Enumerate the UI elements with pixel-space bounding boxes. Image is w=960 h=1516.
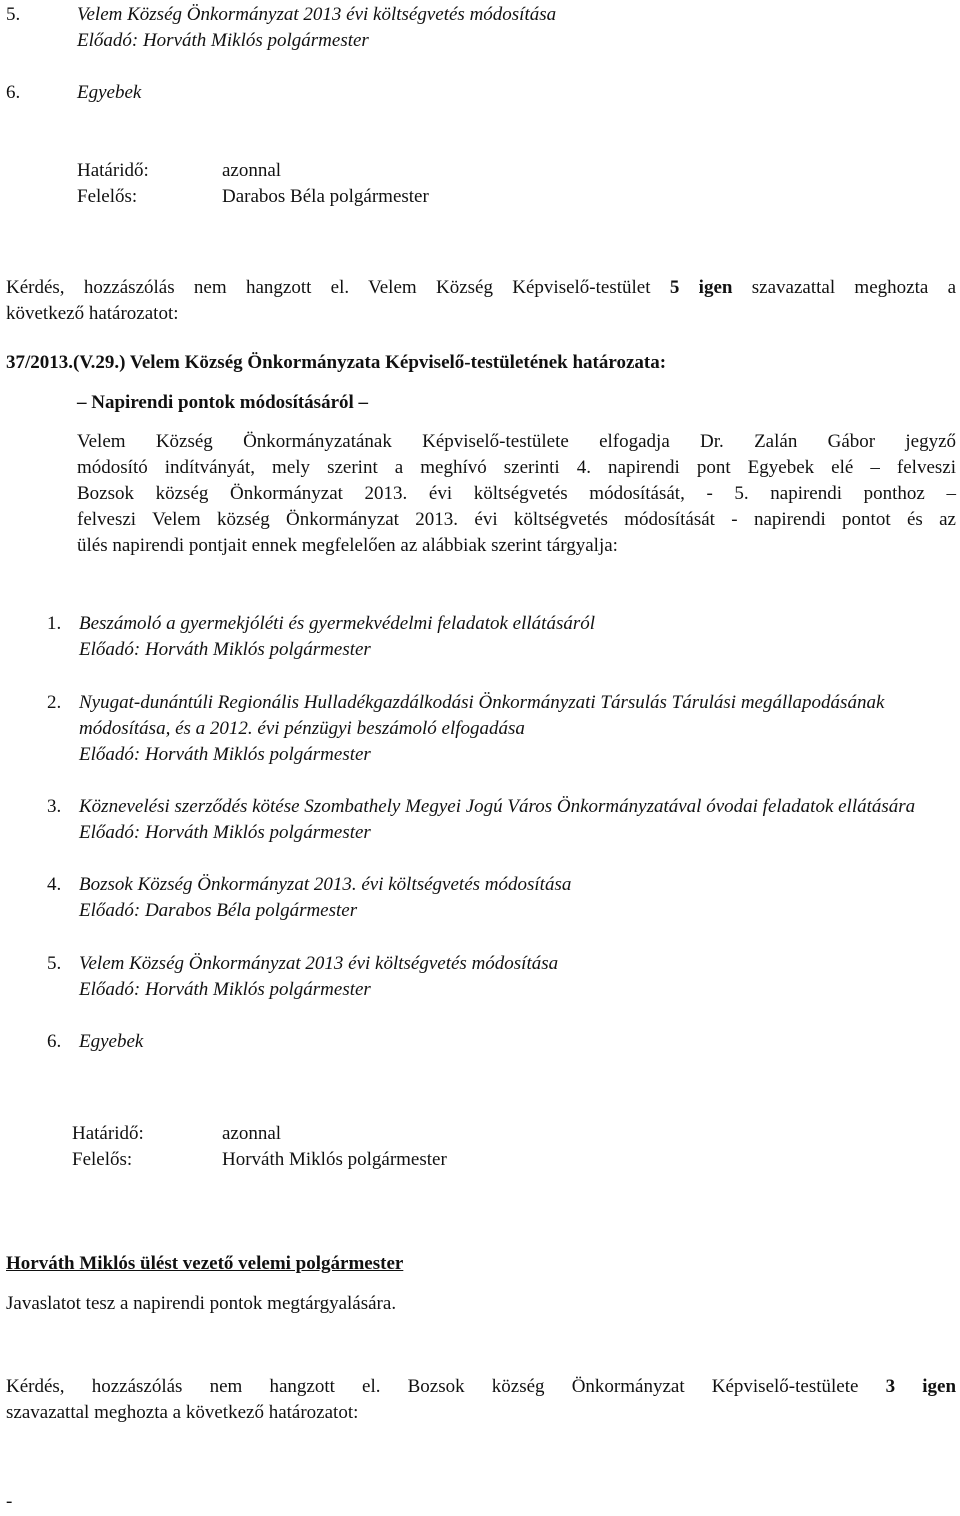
vote-statement-line2: következő határozatot:	[6, 303, 179, 324]
agenda-title-cont: módosítása, és a 2012. évi pénzügyi beszámoló elfogadása	[79, 718, 525, 739]
speaker-name: Horváth Miklós ülést vezető velemi polgármester	[6, 1253, 404, 1274]
agenda-title: Beszámoló a gyermekjóléti és gyermekvédelmi feladatok ellátásáról	[79, 613, 596, 634]
agenda-title: Bozsok Község Önkormányzat 2013. évi költségvetés módosítása	[79, 874, 572, 895]
resolution-title: Velem Község Önkormányzata Képviselő-testületének határozata:	[129, 352, 667, 373]
vote-statement-line1	[6, 1374, 956, 1400]
deadline-label: Határidő:	[77, 160, 149, 181]
vote-count: 5 igen	[669, 277, 733, 298]
resolution-body-line: Bozsok község Önkormányzat 2013. évi költségvetés módosítását, - 5. napirendi ponthoz –	[77, 483, 956, 504]
top-item-5-number: 5.	[6, 4, 21, 25]
resolution-body-line: Velem Község Önkormányzatának Képviselő-testülete elfogadja Dr. Zalán Gábor jegyző	[77, 431, 956, 452]
trailing-dash: -	[6, 1491, 13, 1512]
resolution-body-line: ülés napirendi pontjait ennek megfelelően az alábbiak szerint tárgyalja:	[77, 535, 618, 556]
resolution-body-line: felveszi Velem község Önkormányzat 2013. évi költségvetés módosítását - napirendi pontot és az	[77, 509, 956, 530]
agenda-presenter: Előadó: Horváth Miklós polgármester	[79, 639, 371, 660]
deadline-label: Határidő:	[72, 1123, 144, 1144]
vote-text: Kérdés, hozzászólás nem hangzott el. Bozsok község Önkormányzat Képviselő-testülete	[6, 1376, 859, 1397]
agenda-title: Nyugat-dunántúli Regionális Hulladékgazdálkodási Önkormányzati Társulás Tárulási megállapodásának	[79, 692, 885, 713]
agenda-title: Egyebek	[79, 1031, 144, 1052]
agenda-number: 5.	[47, 953, 62, 974]
speaker-statement: Javaslatot tesz a napirendi pontok megtárgyalására.	[6, 1293, 397, 1314]
resolution-subject: – Napirendi pontok módosításáról –	[77, 392, 369, 413]
top-item-5-presenter: Előadó: Horváth Miklós polgármester	[77, 30, 369, 51]
top-item-5-title: Velem Község Önkormányzat 2013 évi költségvetés módosítása	[77, 4, 557, 25]
agenda-number: 1.	[47, 613, 62, 634]
vote-text: Kérdés, hozzászólás nem hangzott el. Velem Község Képviselő-testület	[6, 277, 651, 298]
vote-statement-line2: szavazattal meghozta a következő határozatot:	[6, 1402, 359, 1423]
agenda-presenter: Előadó: Horváth Miklós polgármester	[79, 822, 371, 843]
resolution-body-line: módosító indítványát, mely szerint a meghívó szerinti 4. napirendi pont Egyebek elé – felveszi	[77, 457, 956, 478]
agenda-number: 6.	[47, 1031, 62, 1052]
deadline-value: azonnal	[222, 1123, 282, 1144]
agenda-presenter: Előadó: Horváth Miklós polgármester	[79, 744, 371, 765]
agenda-presenter: Előadó: Horváth Miklós polgármester	[79, 979, 371, 1000]
vote-count: 3 igen	[885, 1376, 957, 1397]
agenda-number: 3.	[47, 796, 62, 817]
agenda-title: Köznevelési szerződés kötése Szombathely Megyei Jogú Város Önkormányzatával óvodai feladatok ellátására	[79, 796, 916, 817]
responsible-label: Felelős:	[72, 1149, 133, 1170]
agenda-number: 2.	[47, 692, 62, 713]
vote-statement-line1	[6, 275, 956, 301]
responsible-value: Horváth Miklós polgármester	[222, 1149, 447, 1170]
agenda-title: Velem Község Önkormányzat 2013 évi költségvetés módosítása	[79, 953, 559, 974]
resolution-heading	[6, 350, 666, 376]
vote-text-end: szavazattal meghozta a	[751, 277, 957, 298]
responsible-label: Felelős:	[77, 186, 138, 207]
top-item-6-number: 6.	[6, 82, 21, 103]
agenda-number: 4.	[47, 874, 62, 895]
responsible-value: Darabos Béla polgármester	[222, 186, 429, 207]
top-item-6-title: Egyebek	[77, 82, 142, 103]
resolution-number: 37/2013.(V.29.)	[6, 352, 126, 373]
agenda-presenter: Előadó: Darabos Béla polgármester	[79, 900, 358, 921]
deadline-value: azonnal	[222, 160, 282, 181]
